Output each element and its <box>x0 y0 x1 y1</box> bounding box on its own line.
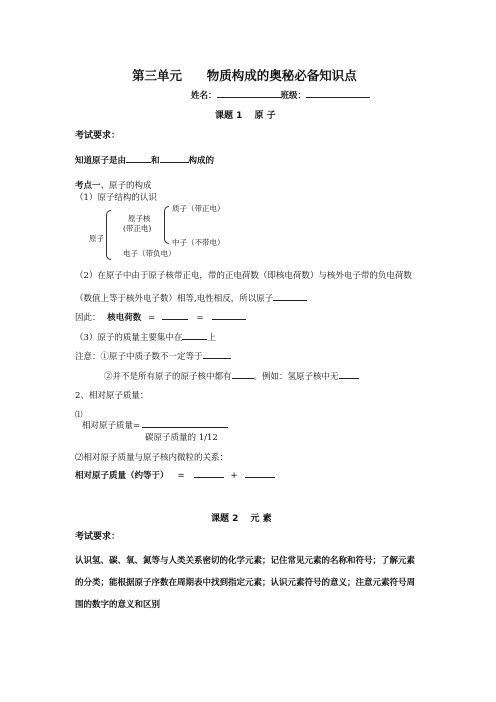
eq3: = <box>177 471 185 481</box>
req-blank-1[interactable] <box>126 154 151 163</box>
circ2-text: ⑵相对原子质量与原子核内微粒的关系： <box>75 453 229 463</box>
atom-brace <box>106 210 111 260</box>
therefore-label: 因此： <box>75 313 101 323</box>
note2-line <box>104 370 359 382</box>
note2-text-a: ②并不是所有原子的原子核中都有 <box>104 372 232 382</box>
name-blank[interactable] <box>217 89 281 98</box>
item2-line1: （2）在原子中由于原子核带正电，带的正电荷数（即核电荷数）与核外电子带的负电荷数 <box>75 271 412 281</box>
item3-line <box>75 331 216 343</box>
topic2-req-line3: 围的数字的意义和区别 <box>75 600 161 610</box>
neutron-label: 中子（不带电） <box>172 238 225 247</box>
title-subject: 物质构成的奥秘必备知识点 <box>206 68 357 83</box>
approx-label: 相对原子质量（约等于） <box>75 471 169 481</box>
name-label: 姓名： <box>191 91 217 101</box>
topic2-heading: 课题 2 元 素 <box>211 514 272 524</box>
item2-line2 <box>75 292 307 304</box>
kp1-line <box>75 179 152 191</box>
electron-label: 电子（带负电） <box>123 249 176 258</box>
note1-text: 注意：①原子中质子数不一定等于 <box>75 352 203 362</box>
sec2-heading: 2、相对原子质量： <box>75 391 149 401</box>
plus: + <box>230 471 238 481</box>
topic1-exam-req: 考试要求： <box>75 131 121 141</box>
proton-label: 质子（带正电） <box>172 204 225 213</box>
therefore-blank-2[interactable] <box>212 311 246 320</box>
therefore-blank-1[interactable] <box>162 311 188 320</box>
topic1-heading: 课题 1 原 子 <box>215 111 276 121</box>
item3-blank[interactable] <box>182 331 207 340</box>
nucleus-brace <box>164 206 169 244</box>
eq1: = <box>147 313 156 323</box>
note2-blank-2[interactable] <box>339 370 359 379</box>
topic2-req-line1: 认识氢、碳、氧、氮等与人类关系密切的化学元素；记住常见元素的名称和符号；了解元素 <box>75 556 416 566</box>
kp1-text: 、原子的构成 <box>100 181 152 191</box>
approx-blank-1[interactable] <box>194 469 224 478</box>
page-title <box>132 66 357 84</box>
item3-text: （3）原子的质量主要集中在 <box>75 333 183 343</box>
topic2-exam-req: 考试要求： <box>75 532 121 542</box>
kp1-label: 考点一 <box>75 181 101 191</box>
eq2: = <box>196 313 204 323</box>
note2-blank-1[interactable] <box>232 370 254 379</box>
topic1-req-line <box>75 154 214 166</box>
note1-blank[interactable] <box>203 350 231 359</box>
nucleus-label: 原子核 <box>128 214 151 223</box>
req-text-b: 和 <box>151 156 160 166</box>
req-text-a: 知道原子是由 <box>75 156 127 166</box>
approx-line <box>75 469 275 481</box>
name-class-line <box>191 89 370 101</box>
note1-line <box>75 350 231 362</box>
circ1-label: ⑴ <box>75 410 83 419</box>
rel-mass-numerator-blank[interactable] <box>142 419 228 428</box>
class-blank[interactable] <box>306 89 370 98</box>
item2-line2-text: （数值上等于核外电子数）相等,电性相反，所以原子 <box>75 294 274 304</box>
carbon-fraction: 碳原子质量的 1/12 <box>145 433 218 443</box>
atom-structure-diagram <box>75 202 265 264</box>
rel-mass-label: 相对原子质量= <box>82 421 141 431</box>
title-unit: 第三单元 <box>132 68 183 83</box>
class-label: 班级： <box>280 91 307 101</box>
req-text-c: 构成的 <box>188 156 215 166</box>
rel-mass-formula <box>82 419 228 431</box>
nucleus-charge-label: (带正电) <box>123 224 152 233</box>
therefore-line <box>75 311 246 323</box>
req-blank-2[interactable] <box>160 154 189 163</box>
item3-end: 上 <box>207 333 216 343</box>
atom-label: 原子 <box>89 234 104 243</box>
note2-text-b: 。例如：氢原子核中无 <box>253 372 339 382</box>
item2-blank[interactable] <box>273 292 307 301</box>
topic2-req-line2: 的分类；能根据原子序数在周期表中找到指定元素；认识元素符号的意义；注意元素符号周 <box>75 578 416 588</box>
nuclear-charge-label: 核电荷数 <box>107 313 142 323</box>
item1-text: （1）原子结构的认识 <box>75 193 157 203</box>
approx-blank-2[interactable] <box>245 469 275 478</box>
